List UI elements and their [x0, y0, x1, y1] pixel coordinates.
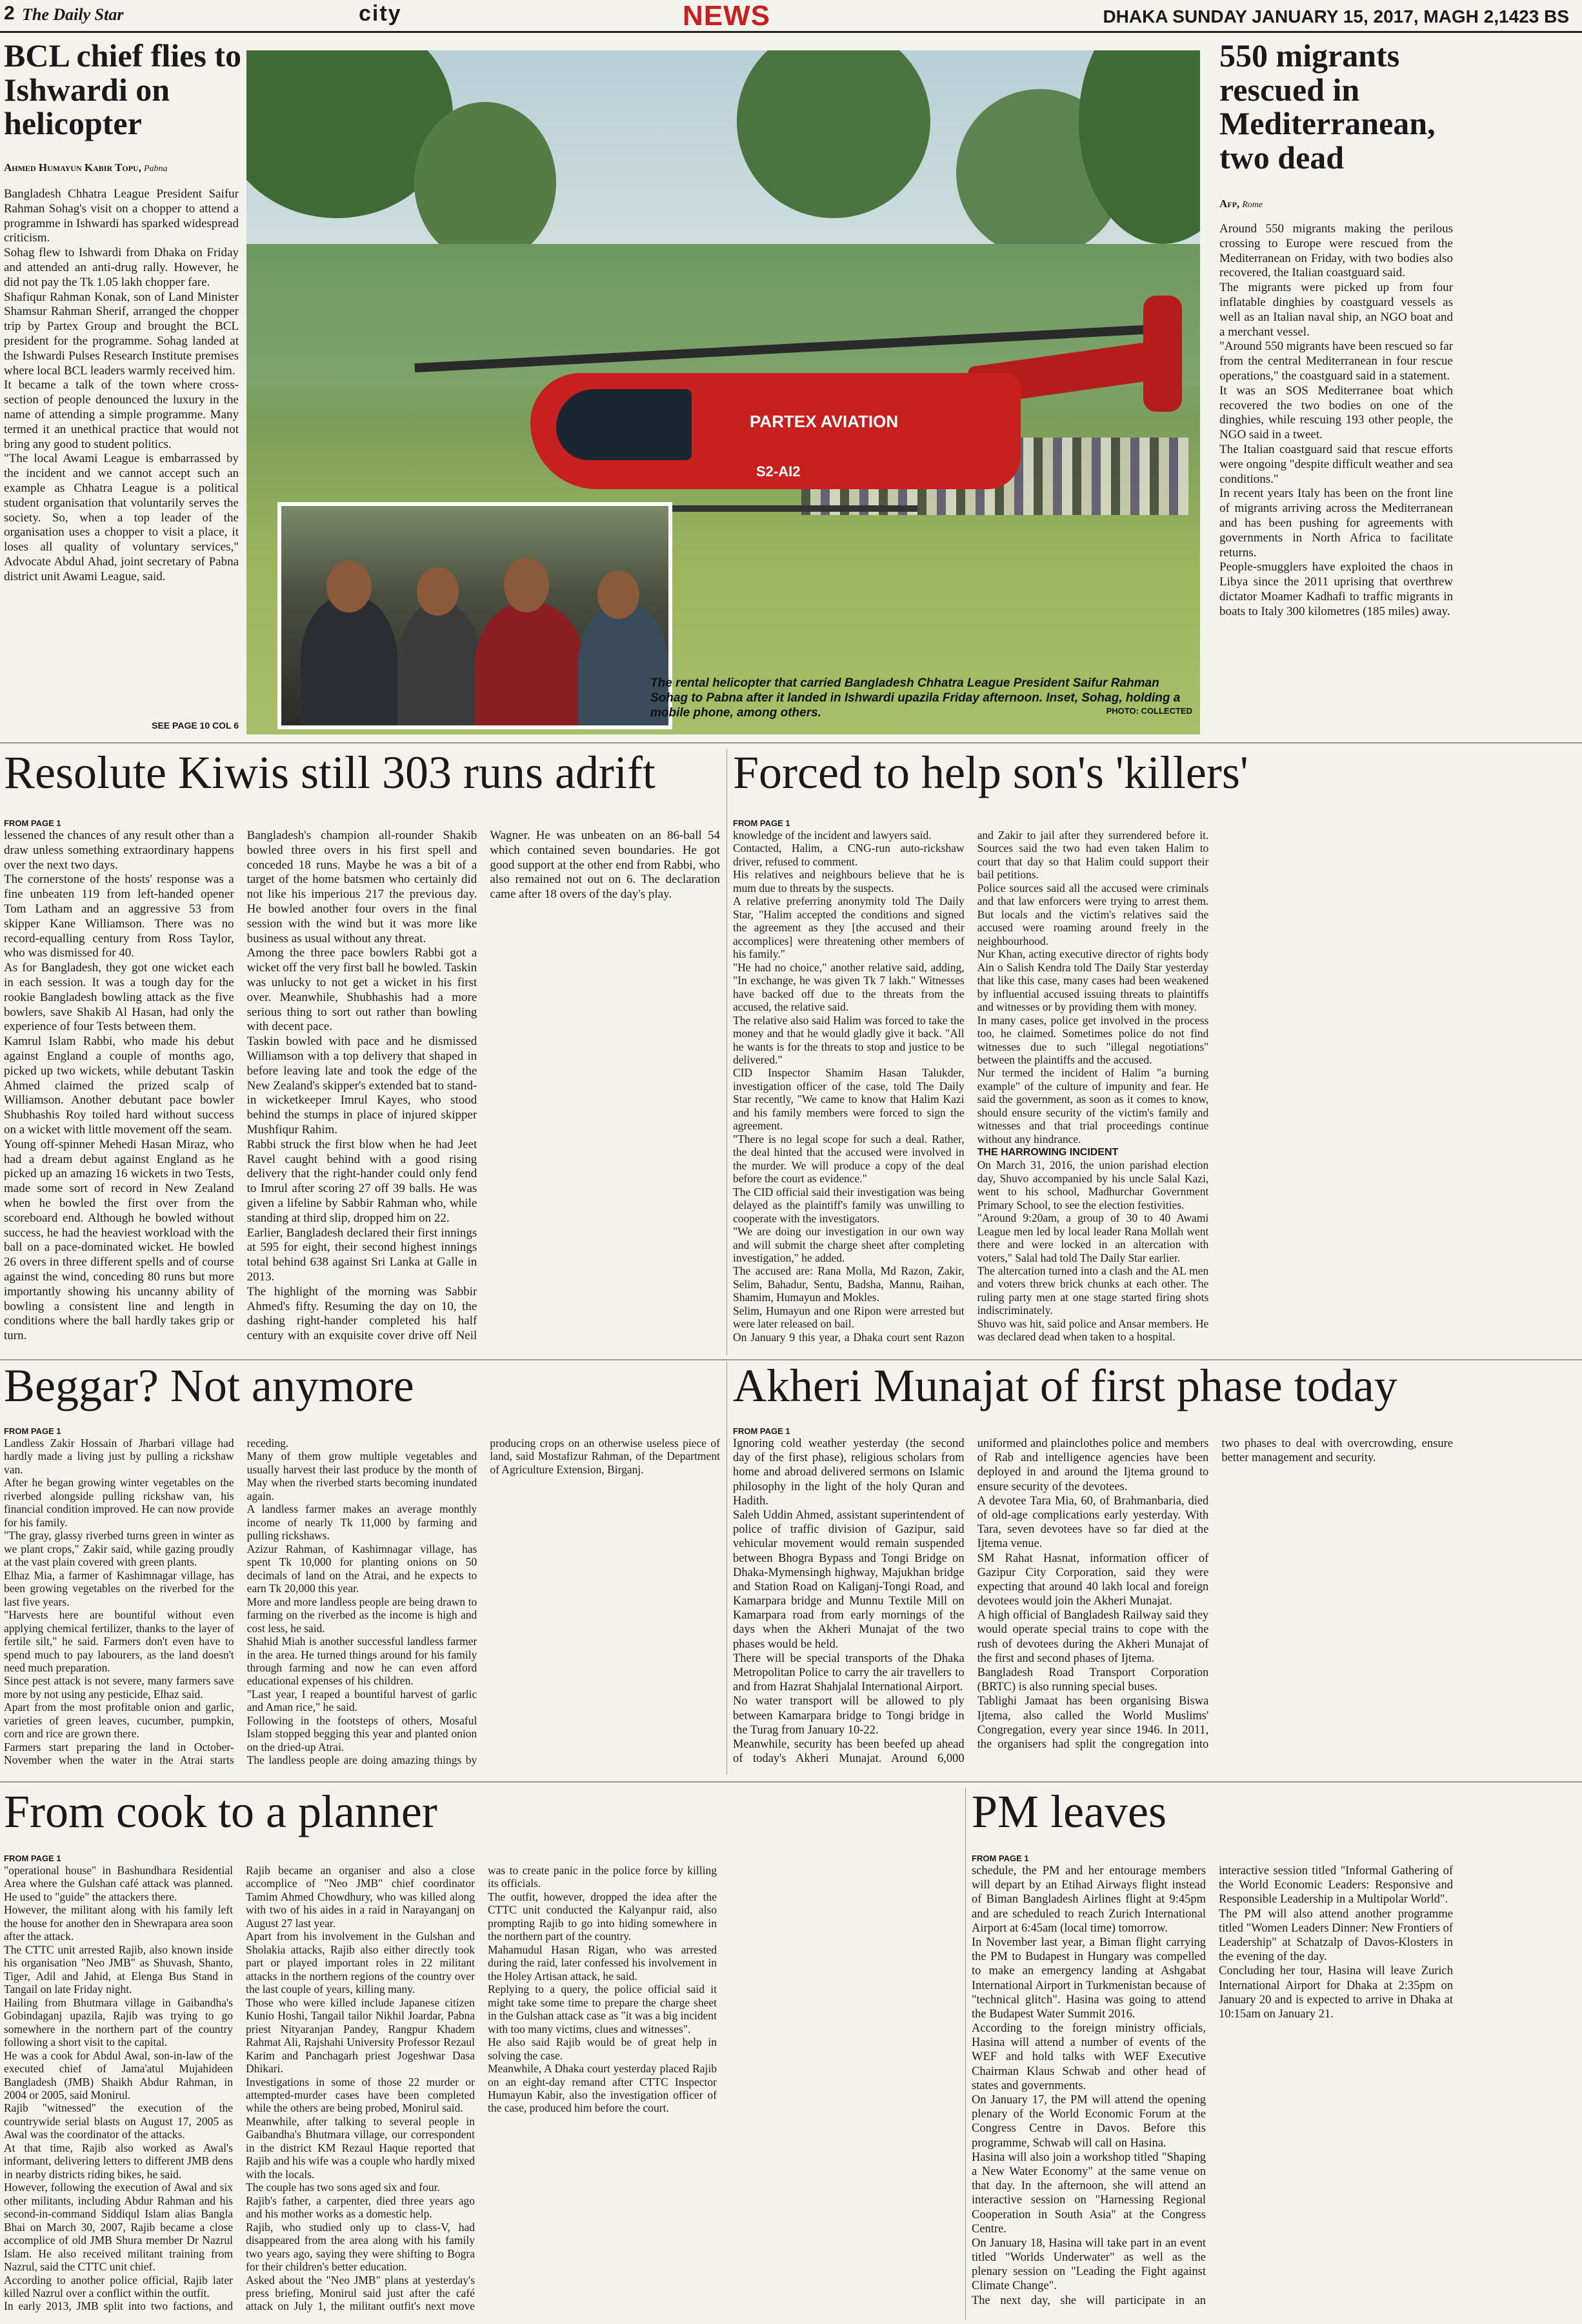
divider: [726, 1362, 727, 1775]
akheri-headline: Akheri Munajat of first phase today: [733, 1360, 1397, 1411]
forced-headline: Forced to help son's 'killers': [733, 747, 1248, 798]
cook-body: "operational house" in Bashundhara Residential Area where the Gulshan café attack was planned. He used to "guide" the attackers there. However, the militant along with his family left the house for another den in Shewrapara area soon after the attack. The CTTC unit arrested Rajib, also known inside his organisation "Neo JMB" as Shuvash, Shanto, Tiger, Adil and Jahid, at Elenga Bus Stand in Tangail on late Friday night. Hailing from Bhutmara village in Gaibandha's Gobindaganj upazila, Rajib was trying to go somewhere in the northern part of the country following a short visit to the capital. He was a cook for Abdul Awal, son-in-law of the executed chief of Jama'atul Mujahideen Bangladesh (JMB) Shaikh Abdur Rahman, in 2004 or 2005, said Monirul. Rajib "witnessed" the execution of the countrywide serial blasts on August 17, 2005 as Awal was the coordinator of the attacks. At that time, Rajib also worked as Awal's informant, delivering letters to different JMB dens in nearby districts riding bikes, he said. However, following the execution of Awal and six other militants, including Abdur Rahman and his second-in-command Siddiqul Islam alias Bangla Bhai on March 30, 2007, Rajib became a close accomplice of old JMB Shura member Dr Nazrul Islam. He also received militant training from Nazrul, said the CTTC unit chief. According to another police official, Rajib later killed Nazrul over a conflict within the outfit. In early 2013, JMB split into two factions, and Rajib became an organiser and also a close accomplice of "Neo JMB" chief coordinator Tamim Ahmed Chowdhury, who was killed along with two of his aides in a raid in Narayanganj on August 27 last year. Apart from his involvement in the Gulshan and Sholakia attacks, Rajib also either directly took part or played important roles in 22 militant attacks in the northern regions of the country over the last couple of years, killing many. Those who were killed include Japanese citizen Kunio Hoshi, Tangail tailor Nikhil Joardar, Pabna priest Nityaranjan Pandey, Rangpur Khadem Rahmat Ali, Rajshahi University Professor Rezaul Karim and Panchagarh priest Jogeshwar Dasa Dhikari. Investigations in some of those 22 murder or attempted-murder cases have been completed while the others are being probed, Monirul said. Meanwhile, after talking to several people in Gaibandha's Bhutmara village, our correspondent in the district KM Rezaul Haque reported that Rajib and his wife was a couple who hardly mixed with the locals. The couple has two sons aged six and four. Rajib's father, a carpenter, died three years ago and his mother works as a domestic help. Rajib, who studied only up to class-V, had disappeared from the area along with his family two years ago, saying they were shifting to Bogra for their children's better education. Asked about the "Neo JMB" plans at yesterday's press briefing, Monirul said just after the café attack on July 1, the militant outfit's next move was to create panic in the police force by killing its officials. The outfit, however, dropped the idea after the CTTC unit conducted the Kalyanpur raid, also prompting Rajib to go into hiding somewhere in the northern part of the country. Mahamudul Hasan Rigan, who was arrested during the raid, later confessed his involvement in the Holey Artisan attack, he said. Replying to a query, the police official said it might take some time to prepare the charge sheet in the Gulshan attack case as "it was a big incident with too many victims, clues and witnesses". He also said Rajib would be of great help in solving the case. Meanwhile, A Dhaka court yesterday placed Rajib on an eight-day remand after CTTC Inspector Humayun Kabir, also the investigation officer of the case, produced him before the court.: [4, 1864, 717, 2313]
migrants-headline: 550 migrants rescued in Mediterranean, two dead: [1219, 37, 1436, 176]
forced-body: knowledge of the incident and lawyers said. Contacted, Halim, a CNG-run auto-rickshaw driver, refused to comment. His relatives and neighbours believe that he is mum due to threats by the suspects. A relative preferring anonymity told The Daily Star, "Halim accepted the conditions and signed the agreement as they [the accused and their accomplices] were threatening other members of his family." "He had no choice," another relative said, adding, "In exchange, he was given Tk 7 lakh." Witnesses have backed off due to the threats from the accused, the relative said. The relative also said Halim was forced to take the money and that he would gladly give it back. "All he wants is for the threats to stop and justice to be delivered." CID Inspector Shamim Hasan Talukder, investigation officer of the case, told The Daily Star recently, "We came to know that Halim Kazi and his family members were forced to sign the agreement. "There is no legal scope for such a deal. Rather, the deal hinted that the accused were involved in the murder. We will produce a copy of the deal before the court as evidence." The CID official said their investigation was being delayed as the plaintiff's family was unwilling to cooperate with the investigators. "We are doing our investigation in our own way and will submit the charge sheet after completing investigation," he added. The accused are: Rana Molla, Md Razon, Zakir, Selim, Bahadur, Sentu, Badsha, Mannu, Raihan, Shamim, Humayun and Mokles. Selim, Humayun and one Ripon were arrested but were later released on bail. On January 9 this year, a Dhaka court sent Razon and Zakir to jail after they surrendered before it. Sources said the two had even taken Halim to court that day so that Halim could support their bail petitions. Police sources said all the accused were criminals and that law enforcers were trying to arrest them. But locals and the victim's relatives said the accused were roaming around freely in the neighbourhood. Nur Khan, acting executive director of rights body Ain o Salish Kendra told The Daily Star yesterday that like this case, many cases had been weakened by influential accused issuing threats to plaintiffs and witnesses or by providing them with money. In many cases, police get involved in the process too, he claimed. Sometimes police do not find witnesses due to such "illegal negotiations" between the plaintiffs and the accused. Nur termed the incident of Halim "a burning example" of the culture of impunity and fear. He said the government, as soon as it comes to know, should ensure security of the victim's family and witnesses and that trial proceedings continue without any hindrance.: [733, 829, 1209, 1344]
helicopter-registration: S2-AI2: [756, 463, 801, 480]
kiwis-body: lessened the chances of any result other than a draw unless something extraordinary happens over the next two days. The cornerstone of the hosts' response was a fine unbeaten 119 from left-handed opener Tom Latham and an aggressive 53 from skipper Kane Williamson. There was no record-equalling century from Ross Taylor, who was dismissed for 40. As for Bangladesh, they got one wicket each in each session. It was a tough day for the rookie Bangladesh bowling attack as the five bowlers, save Shakib Al Hasan, had only the experience of four Tests between them. Kamrul Islam Rabbi, who made his debut against England a couple of months ago, picked up two wickets, while debutant Taskin Ahmed claimed the prized scalp of Williamson. Another debutant pace bowler Shubhashis Roy toiled hard without success on a wicket with little movement off the seam. Young off-spinner Mehedi Hasan Miraz, who had a dream debut against England as he picked up an amazing 16 wickets in two Tests, made some sort of record in New Zealand when he bowled the first over from the scoreboard end. Although he bowled without success, he had the heaviest workload with the ball on a pace-dominated wicket. He bowled 26 overs in three different spells and of course against the wind, conceding 80 runs but more importantly showing his uncanny ability of bowling a consistent line and length in conditions where the ball hardly takes grip or turn. Bangladesh's champion all-rounder Shakib bowled three overs in his first spell and conceded 18 runs. Maybe he was a bit of a target of the home batsmen who certainly did not like his imperious 217 the previous day. He bowled another four overs in the final session with the wind but it was more like business as usual without any threat. Among the three pace bowlers Rabbi got a wicket off the very first ball he bowled. Taskin was unlucky to not get a wicket in his first over. Meanwhile, Shubhashis had a more serious thing to sort out rather than bowling with decent pace. Taskin bowled with pace and he dismissed Williamson with a top delivery that shaped in before leaving late and took the edge of the New Zealand's skipper's extended bat to stand-in wicketkeeper Imrul Kayes, who stood behind the stumps in place of injured skipper Mushfiqur Rahim. Rabbi struck the first blow when he had Jeet Ravel caught behind with a good rising delivery that the right-hander could only fend to Imrul after scoring 27 off 39 balls. He was given a lifeline by Sabbir Rahman who, while standing at third slip, dropped him on 22. Earlier, Bangladesh declared their first innings at 595 for eight, their second highest innings total behind 638 against Sri Lanka at Galle in 2013. The highlight of the morning was Sabbir Ahmed's fifty. Resuming the day on 10, the dashing right-hander completed his half century with an exquisite cover drive off Neil Wagner. He was unbeaten on an 86-ball 54 which contained seven boundaries. He got good support at the other end from Rabbi, who also remained not out on 6. The declaration came after 18 overs of the day's play.: [4, 829, 720, 1343]
forced-from-page: FROM PAGE 1: [733, 818, 790, 828]
migrants-dateline: Rome: [1242, 200, 1263, 210]
masthead-logo: The Daily Star: [22, 5, 124, 24]
inset-person: [301, 596, 397, 729]
forced-body-columns: [733, 829, 1453, 1351]
kiwis-from-page: FROM PAGE 1: [4, 818, 61, 828]
bcl-headline: BCL chief flies to Ishwardi on helicopter: [4, 37, 242, 141]
page-number: 2: [4, 3, 15, 24]
inset-head: [417, 567, 459, 616]
dateline: DHAKA SUNDAY JANUARY 15, 2017, MAGH 2,1423 BS: [1103, 6, 1569, 26]
forced-body-2: On March 31, 2016, the union parishad election day, Shuvo accompanied by his uncle Salal Kazi, went to his school, Madhurchar Government Primary School, to see the election festivities. "Around 9:20am, a group of 30 to 40 Awami League men led by local leader Rana Mollah went there and were locked in an altercation with voters," Salal had told The Daily Star earlier. The altercation turned into a clash and the AL men and voters threw brick chunks at each other. The ruling party men at one stage started firing shots indiscriminately. Shuvo was hit, said police and Ansar members. He was declared dead when taken to a hospital.: [977, 1158, 1209, 1344]
inset-head: [504, 558, 549, 612]
inset-head: [597, 571, 639, 619]
inset-person: [397, 603, 481, 729]
divider: [726, 749, 727, 1355]
migrants-body: Around 550 migrants making the perilous crossing to Europe were rescued from the Mediterranean on Friday, with two bodies also recovered, the Italian coastguard said. The migrants were picked up from four inflatable dinghies by coastguard vessels as well as an Italian naval ship, an NGO boat and a merchant vessel. "Around 550 migrants have been rescued so far from the central Mediterranean in four rescue operations," the coastguard said in a statement. It was an SOS Mediterranee boat which recovered the two bodies on one of the dinghies, while rescuing 193 other people, the NGO said in a tweet. The Italian coastguard said that rescue efforts were ongoing "despite difficult weather and sea conditions." In recent years Italy has been on the front line of migrants arriving across the Mediterranean and has been pushing for agreements with governments in North Africa to facilitate returns. People-smugglers have exploited the chaos in Libya since the 2011 uprising that overthrew dictator Moamer Kadhafi to traffic migrants in boats to Italy 300 kilometres (185 miles) away.: [1219, 222, 1453, 618]
helicopter-photo: [246, 50, 1200, 734]
inset-person: [475, 603, 585, 729]
photo-credit: PHOTO: COLLECTED: [1106, 705, 1192, 716]
beggar-body: Landless Zakir Hossain of Jharbari village had hardly made a living just by pulling a rickshaw van. After he began growing winter vegetables on the riverbed alongside pulling rickshaw van, his financial condition improved. He can now provide for his family. "The gray, glassy riverbed turns green in winter as we plant crops," Zakir said, while gazing proudly at the vast plain covered with green plants. Elhaz Mia, a farmer of Kashimnagar village, has been growing vegetables on the riverbed for the last five years. "Harvests here are bountiful without even applying chemical fertilizer, thanks to the layer of fertile silt," he said. Farmers don't even have to spend much to pay labourers, as the land doesn't need much preparation. Since pest attack is not severe, many farmers save more by not using any pesticide, Elhaz said. Apart from the most profitable onion and garlic, varieties of green leaves, cucumber, pumpkin, corn and rice are grown there. Farmers start preparing the land in October-November when the water in the Atrai starts receding. Many of them grow multiple vegetables and usually harvest their last produce by the month of May when the riverbed starts becoming inundated again. A landless farmer makes an average monthly income of nearly Tk 11,000 by farming and pulling rickshaws. Azizur Rahman, of Kashimnagar village, has spent Tk 10,000 for planting onions on 50 decimals of land on the Atrai, and he expects to earn Tk 20,000 this year. More and more landless people are being drawn to farming on the riverbed as the income is high and cost less, he said. Shahid Miah is another successful landless farmer in the area. He turned things around for his family through farming and now he can even afford educational expenses of his children. "Last year, I reaped a bountiful harvest of garlic and Aman rice," he said. Following in the footsteps of others, Mosaful Islam stopped begging this year and planted onion on the dried-up Atrai. The landless people are doing amazing things by producing crops on an otherwise useless piece of land, said Mostafizur Rahman, of the Department of Agriculture Extension, Birganj.: [4, 1437, 720, 1767]
cook-headline: From cook to a planner: [4, 1786, 437, 1837]
bcl-see-page[interactable]: SEE PAGE 10 COL 6: [152, 720, 239, 731]
inset-head: [326, 561, 372, 612]
helicopter-label: PARTEX AVIATION: [750, 412, 899, 431]
kiwis-headline: Resolute Kiwis still 303 runs adrift: [4, 747, 656, 798]
bcl-byline-block: [4, 161, 243, 174]
bcl-byline: Ahmed Humayun Kabir Topu,: [4, 161, 141, 174]
helicopter-window: [556, 389, 692, 460]
beggar-headline: Beggar? Not anymore: [4, 1360, 414, 1411]
akheri-from-page: FROM PAGE 1: [733, 1426, 790, 1436]
photo-caption: [650, 676, 1192, 720]
beggar-from-page: FROM PAGE 1: [4, 1426, 61, 1436]
helicopter-fin: [1143, 296, 1182, 412]
photo-caption-text: The rental helicopter that carried Bangladesh Chhatra League President Saifur Rahman Sohag to Pabna after it landed in Ishwardi upazila Friday afternoon. Inset, Sohag, holding a mobile phone, among others.: [650, 676, 1181, 720]
divider: [965, 1788, 966, 2320]
divider: [0, 742, 1582, 743]
pm-body: schedule, the PM and her entourage members will depart by an Etihad Airways flight instead of Biman Bangladesh Airlines flight at 9:45pm and are scheduled to reach Zurich International Airport at 6:45am (local time) tomorrow. In November last year, a Biman flight carrying the PM to Budapest in Hungary was compelled to make an emergency landing at Ashgabat International Airport in Turkmenistan because of "technical glitch". Hasina was going to attend the Budapest Water Summit 2016. According to the foreign ministry officials, Hasina will attend a number of events of the WEF and hold talks with WEF Executive Chairman Klaus Schwab and other head of states and governments. On January 17, the PM will attend the opening plenary of the World Economic Forum at the Congress Centre in Davos. Before this programme, Schwab will call on Hasina. Hasina will also join a workshop titled "Shaping a New Water Economy" at the same venue on that day. In the afternoon, she will attend an interactive session on "Harnessing Regional Cooperation in South Asia" at the Congress Centre. On January 18, Hasina will take part in an event titled "Worlds Underwater" as well as the plenary session on "Leading the Fight against Climate Change". The next day, she will participate in an interactive session titled "Informal Gathering of the World Economic Leaders: Responsive and Responsible Leadership in a Multipolar World". The PM will also attend another programme titled "Women Leaders Dinner: New Frontiers of Leadership" at Schatzalp of Davos-Klosters in the evening of the day. Concluding her tour, Hasina will leave Zurich International Airport for Dhaka at 2:35pm on January 20 and is expected to arrive in Dhaka at 10:15am on January 21.: [972, 1864, 1453, 2307]
migrants-byline-block: [1219, 197, 1452, 210]
photo-tree: [414, 102, 556, 263]
cook-from-page: FROM PAGE 1: [4, 1854, 61, 1863]
inset-photo: [277, 502, 672, 729]
migrants-byline: Afp,: [1219, 197, 1240, 210]
bcl-body: Bangladesh Chhatra League President Saifur Rahman Sohag's visit on a chopper to attend a programme in Ishwardi has sparked widespread criticism. Sohag flew to Ishwardi from Dhaka on Friday and attended an anti-drug rally. However, he did not pay the Tk 1.05 lakh chopper fare. Shafiqur Rahman Konak, son of Land Minister Shamsur Rahman Sherif, arranged the chopper trip by Partex Group and brought the BCL president for the programme. Sohag landed at the Ishwardi Pulses Research Institute premises where local BCL leaders warmly received him. It became a talk of the town where cross-section of people denounced the luxury in the name of attending a simple programme. Many termed it an unethical practice that would not bring any good to student politics. "The local Awami League is embarrassed by the incident and we cannot accept such an example as Chhatra League is a political student organisation that voluntarily serves the society. So, when a top leader of the organisation uses a chopper to visit a place, it loses all quality of voluntary services," Advocate Abdul Ahad, joint secretary of Pabna district unit Awami League, said.: [4, 187, 239, 583]
bcl-dateline: Pabna: [143, 164, 168, 174]
section-label: city: [359, 1, 402, 26]
pm-headline: PM leaves: [972, 1786, 1166, 1837]
forced-subhead: THE HARROWING INCIDENT: [977, 1147, 1119, 1158]
akheri-body: Ignoring cold weather yesterday (the second day of the first phase), religious scholars from home and abroad delivered sermons on Islamic philosophy in the light of the holy Quran and Hadith. Saleh Uddin Ahmed, assistant superintendent of police of traffic division of Gazipur, said vehicular movement would remain suspended between Bhogra Bypass and Tongi Bridge on Dhaka-Mymensingh highway, Majukhan bridge and Station Road on Kaliganj-Tongi Road, and Kamarpara bridge and Munnu Textile Mill on Kamarpara road from early mornings of the days when the Akheri Munajat of the two phases would be held. There will be special transports of the Dhaka Metropolitan Police to carry the air travellers to and from Hazrat Shahjalal International Airport. No water transport will be allowed to ply between Kamarpara bridge to Tongi bridge in the Turag from January 10-22. Meanwhile, security has been beefed up ahead of today's Akheri Munajat. Around 6,000 uniformed and plainclothes police and members of Rab and intelligence agencies have been deployed in and around the Ijtema ground to ensure security of the devotees. A devotee Tara Mia, 60, of Brahmanbaria, died of old-age complications early yesterday. With Tara, seven devotees have so far died at the Ijtema venue. SM Rahat Hasnat, information officer of Gazipur City Corporation, said they were expecting that around 40 lakh local and foreign devotees would join the Akheri Munajat. A high official of Bangladesh Railway said they would operate special trains to cope with the rush of devotees during the Akheri Munajat of the first and second phases of Ijtema. Bangladesh Road Transport Corporation (BRTC) is also running special buses. Tablighi Jamaat has been organising Biswa Ijtema, also called the World Muslims' Congregation, every year since 1946. In 2011, the organisers had split the congregation into two phases to deal with overcrowding, ensure better management and security.: [733, 1437, 1453, 1766]
divider: [0, 1781, 1582, 1783]
pm-from-page: FROM PAGE 1: [972, 1854, 1029, 1863]
news-label: NEWS: [683, 0, 770, 32]
